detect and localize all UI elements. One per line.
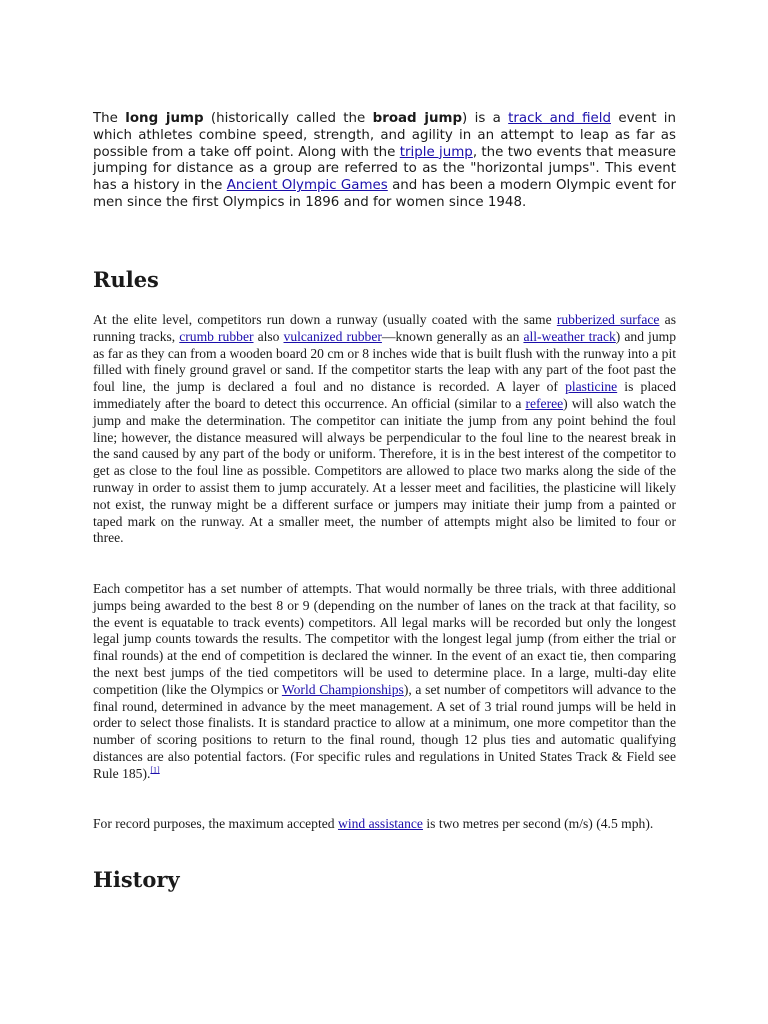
text: is two metres per second (m/s) (4.5 mph). — [422, 816, 654, 831]
text: For record purposes, the maximum accepted — [93, 816, 338, 831]
rules-paragraph-3 — [93, 816, 676, 833]
text: is placed immediately after the board to detect this occurrence. An official (similar to a — [93, 379, 676, 411]
text: and has been a modern Olympic event for men since the first Olympics in 1896 and for women since 1948. — [93, 178, 676, 210]
text: ), a set number of competitors will advance to the final round, determined in advance by the meet management. A set of 3 trial round jumps will be held in order to select those finalists. It is standard practice to allow at a minimum, one more competitor than the number of scoring positions to return to the final round, though 12 plus ties and automatic qualifying distances are also potential factors. (For specific rules and regulations in United States Track & Field see Rule 185). — [93, 681, 677, 781]
link-wind-assistance[interactable]: wind assistance — [338, 816, 423, 831]
text: ) and jump as far as they can from a wooden board 20 cm or 8 inches wide that is built flush with the runway into a pit filled with finely ground gravel or sand. If the competitor starts the leap with any part of the foot past the foul line, the jump is declared a foul and no distance is recorded. A layer of — [93, 328, 676, 395]
link-referee[interactable]: referee — [525, 395, 564, 411]
link-plasticine[interactable]: plasticine — [565, 379, 618, 395]
text: Each competitor has a set number of attempts. That would normally be three trials, with three additional jumps being awarded to the best 8 or 9 (depending on the number of lanes on the track at that facility, so the event is equatable to track events) competitors. All legal marks will be recorded but only the longest legal jump counts towards the results. The competitor with the longest legal jump (from either the trial or final rounds) at the end of competition is declared the winner. In the event of an exact tie, then comparing the next best jumps of the tied competitors will be used to determine place. In a large, multi-day elite competition (like the Olympics or — [93, 581, 676, 697]
heading-history: History — [93, 867, 180, 892]
text: The — [93, 111, 126, 126]
bold-term-long-jump: long jump — [125, 111, 204, 126]
text: At the elite level, competitors run down a runway (usually coated with the same — [93, 312, 557, 327]
text: —known generally as an — [381, 328, 524, 344]
link-rubberized-surface[interactable]: rubberized surface — [556, 312, 660, 327]
link-ancient-olympic-games[interactable]: Ancient Olympic Games — [226, 178, 388, 194]
intro-paragraph — [93, 111, 676, 212]
heading-rules: Rules — [93, 267, 159, 292]
link-vulcanized-rubber[interactable]: vulcanized rubber — [283, 328, 382, 344]
rules-paragraph-1 — [93, 312, 676, 547]
rules-paragraph-2 — [93, 581, 676, 783]
link-world-championships[interactable]: World Championships — [281, 681, 404, 697]
text: ) will also watch the jump and make the determination. The competitor can initiate the jump from any point behind the foul line; however, the distance measured will always be perpendicular to the foul line to the nearest break in the sand caused by any part of the body or uniform. Therefore, it is in the best interest of the competitor to get as close to the foul line as possible. Competitors are allowed to place two marks along the side of the runway in order to assist them to jump accurately. At a lesser meet and facilities, the plasticine will likely not exist, the runway might be a different surface or jumpers may initiate their jump from a painted or taped mark on the runway. At a smaller meet, the number of attempts might also be limited to four or three. — [93, 395, 676, 546]
text: event in which athletes combine speed, strength, and agility in an attempt to leap as far as possible from a take off point. Along with the — [93, 111, 677, 160]
text: ) is a — [462, 111, 509, 126]
text: as running tracks, — [93, 312, 676, 344]
text: also — [253, 328, 284, 344]
text: , the two events that measure jumping for distance as a group are referred to as the "horizontal jumps". This event has a history in the — [93, 144, 676, 194]
link-triple-jump[interactable]: triple jump — [399, 144, 473, 160]
text: (historically called the — [203, 111, 373, 126]
link-all-weather-track[interactable]: all-weather track — [523, 328, 616, 344]
bold-term-broad-jump: broad jump — [372, 111, 463, 126]
link-track-and-field[interactable]: track and field — [508, 111, 611, 126]
reference-link-1[interactable]: [1] — [150, 765, 160, 775]
link-crumb-rubber[interactable]: crumb rubber — [179, 328, 254, 344]
